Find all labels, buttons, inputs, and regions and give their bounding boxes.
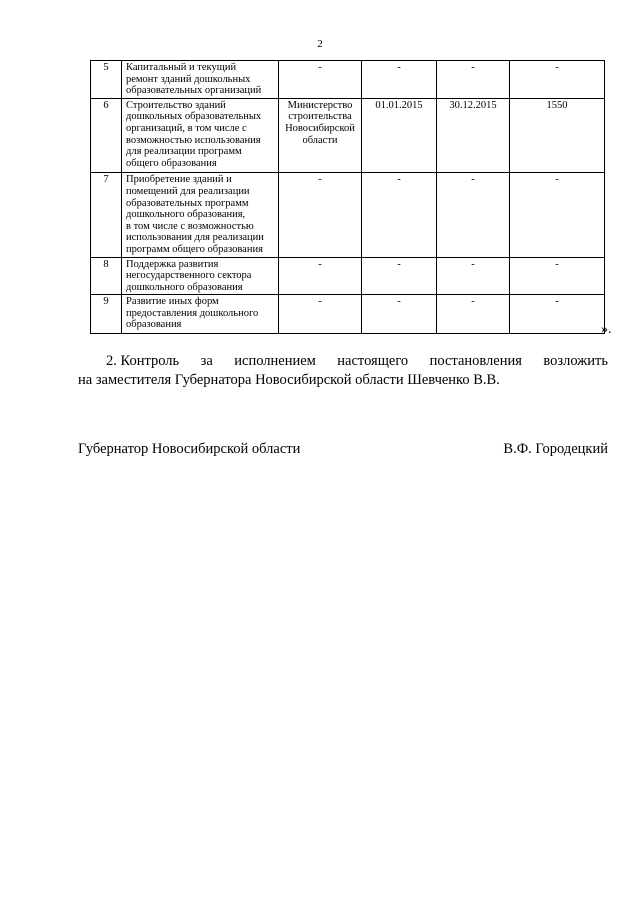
measures-table (90, 60, 605, 334)
table-row (91, 61, 605, 99)
row-number: 7 (91, 173, 122, 257)
row-number: 9 (91, 295, 122, 334)
measure-name-line: негосударственного сектора (126, 270, 252, 282)
amount: - (510, 173, 605, 257)
start-date: - (362, 61, 437, 99)
control-paragraph (78, 352, 608, 390)
measure-name-line: Строительство зданий (126, 99, 226, 111)
measure-name-line: Развитие иных форм (126, 296, 219, 308)
signature-name: В.Ф. Городецкий (503, 441, 608, 457)
row-number: 5 (91, 61, 122, 99)
end-date: - (437, 295, 510, 334)
measure-name-line: дошкольного образования, (126, 209, 246, 221)
measure-name-line: Приобретение зданий и (126, 174, 232, 186)
measure-name-line: Капитальный и текущий (126, 62, 237, 73)
executor (279, 173, 362, 257)
measure-name-line: программ общего образования (126, 243, 263, 255)
measure-name (122, 295, 279, 334)
measure-name-line: дошкольного образования (126, 281, 243, 293)
measure-name (122, 173, 279, 257)
measure-name-line: предоставления дошкольного (126, 307, 259, 319)
paragraph-word: исполнением (234, 353, 316, 369)
row-number: 8 (91, 257, 122, 295)
measure-name (122, 61, 279, 99)
table-row (91, 98, 605, 173)
executor-line: Министерство (287, 99, 353, 111)
amount: - (510, 61, 605, 99)
measure-name-line: в том числе с возможностью (126, 220, 254, 232)
end-date: 30.12.2015 (437, 98, 510, 173)
end-date: - (437, 173, 510, 257)
signature-block (78, 441, 608, 458)
closing-quote: ». (601, 322, 612, 337)
executor-line: - (318, 258, 322, 270)
executor (279, 257, 362, 295)
executor-line: - (318, 62, 322, 73)
end-date: - (437, 257, 510, 295)
executor-line: - (318, 296, 322, 308)
table-body (91, 61, 605, 334)
row-number: 6 (91, 98, 122, 173)
paragraph-word: 2. Контроль (106, 353, 180, 369)
paragraph-word: за (200, 353, 213, 369)
amount: - (510, 257, 605, 295)
measure-name-line: для реализации программ (126, 146, 242, 158)
measure-name-line: образования (126, 319, 182, 331)
executor (279, 61, 362, 99)
measure-name-line: помещений для реализации (126, 185, 250, 197)
table-row (91, 295, 605, 334)
measure-name-line: организаций, в том числе с (126, 122, 247, 134)
executor-line: строительства (288, 111, 352, 123)
executor-line: области (302, 134, 338, 146)
measure-name-line: образовательных организаций (126, 85, 262, 97)
measure-name (122, 257, 279, 295)
amount: 1550 (510, 98, 605, 173)
measure-name-line: общего образования (126, 157, 217, 169)
paragraph-word: настоящего (337, 353, 409, 369)
page-number: 2 (317, 38, 323, 50)
end-date: - (437, 61, 510, 99)
paragraph-line-1 (78, 352, 608, 371)
amount: - (510, 295, 605, 334)
start-date: - (362, 257, 437, 295)
start-date: - (362, 295, 437, 334)
executor-line: Новосибирской (285, 122, 355, 134)
table-row (91, 257, 605, 295)
measure-name-line: ремонт зданий дошкольных (126, 73, 251, 85)
executor (279, 295, 362, 334)
executor (279, 98, 362, 173)
start-date: 01.01.2015 (362, 98, 437, 173)
executor-line: - (318, 174, 322, 186)
paragraph-line-2: на заместителя Губернатора Новосибирской области Шевченко В.В. (78, 372, 500, 388)
measure-name-line: Поддержка развития (126, 258, 219, 270)
measure-name-line: использования для реализации (126, 232, 264, 244)
measure-name-line: дошкольных образовательных (126, 111, 262, 123)
table-row (91, 173, 605, 257)
paragraph-word: постановления (429, 353, 522, 369)
paragraph-word: возложить (543, 353, 608, 369)
start-date: - (362, 173, 437, 257)
measure-name-line: возможностью использования (126, 134, 261, 146)
signature-position: Губернатор Новосибирской области (78, 441, 301, 457)
measure-name (122, 98, 279, 173)
measure-name-line: образовательных программ (126, 197, 249, 209)
